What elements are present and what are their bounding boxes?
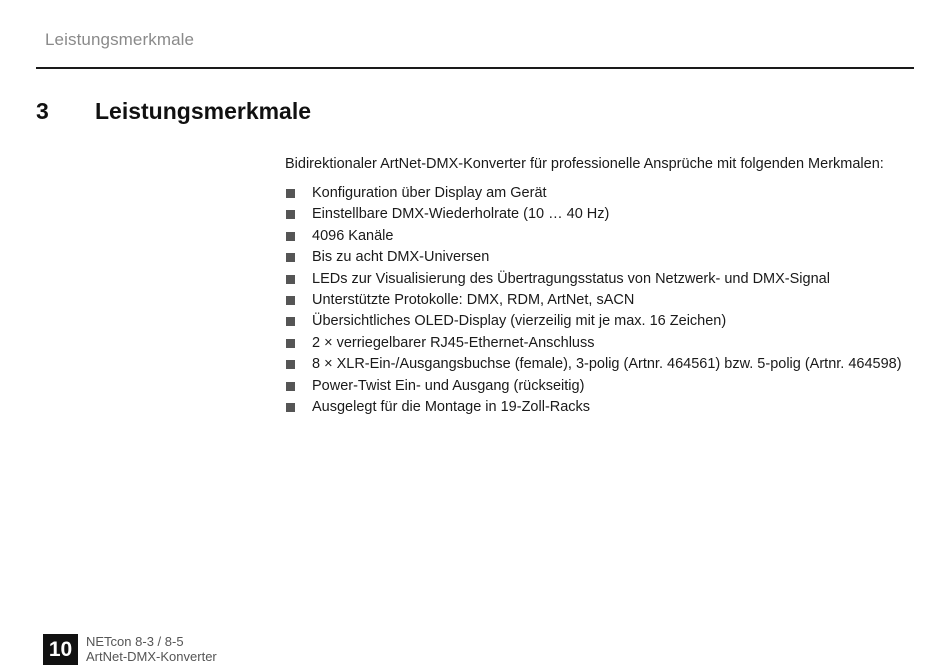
feature-item: [285, 204, 925, 225]
feature-item: [285, 290, 925, 311]
feature-text: 8 × XLR-Ein-/Ausgangsbuchse (female), 3-polig (Artnr. 464561) bzw. 5-polig (Artnr. 464598): [312, 356, 902, 373]
square-bullet-icon: [286, 403, 295, 412]
feature-list: [285, 183, 925, 418]
square-bullet-icon: [286, 296, 295, 305]
feature-text: 4096 Kanäle: [312, 227, 394, 244]
square-bullet-icon: [286, 253, 295, 262]
section-number: 3: [36, 98, 49, 124]
square-bullet-icon: [286, 360, 295, 369]
feature-text: Bis zu acht DMX-Universen: [312, 249, 490, 266]
feature-text: Konfiguration über Display am Gerät: [312, 185, 547, 201]
running-header: Leistungsmerkmale: [45, 30, 195, 49]
feature-text: Power-Twist Ein- und Ausgang (rückseitig): [312, 377, 585, 394]
square-bullet-icon: [286, 382, 295, 391]
square-bullet-icon: [286, 189, 295, 198]
footer-product-name: ArtNet-DMX-Konverter: [86, 649, 217, 664]
section-content: [285, 155, 925, 418]
feature-item: [285, 269, 925, 290]
feature-item: [285, 376, 925, 397]
header-rule: [36, 67, 914, 69]
square-bullet-icon: [286, 210, 295, 219]
square-bullet-icon: [286, 275, 295, 284]
feature-item: [285, 311, 925, 332]
feature-item: [285, 247, 925, 268]
feature-text: Einstellbare DMX-Wiederholrate (10 … 40 Hz): [312, 206, 610, 223]
section-title: Leistungsmerkmale: [95, 98, 312, 124]
square-bullet-icon: [286, 339, 295, 348]
square-bullet-icon: [286, 317, 295, 326]
square-bullet-icon: [286, 232, 295, 241]
feature-item: [285, 354, 925, 375]
feature-text: Übersichtliches OLED-Display (vierzeilig mit je max. 16 Zeichen): [312, 313, 727, 330]
page-number: 10: [43, 634, 78, 665]
feature-text: Unterstützte Protokolle: DMX, RDM, ArtNet, sACN: [312, 291, 635, 308]
intro-paragraph: Bidirektionaler ArtNet-DMX-Konverter für professionelle Ansprüche mit folgenden Merkmalen:: [285, 156, 884, 172]
footer-product-model: NETcon 8-3 / 8-5: [86, 634, 184, 649]
feature-item: [285, 397, 925, 418]
feature-item: [285, 333, 925, 354]
feature-text: LEDs zur Visualisierung des Übertragungsstatus von Netzwerk- und DMX-Signal: [312, 270, 830, 287]
feature-item: [285, 226, 925, 247]
feature-item: [285, 183, 925, 204]
feature-text: 2 × verriegelbarer RJ45-Ethernet-Anschluss: [312, 334, 595, 351]
feature-text: Ausgelegt für die Montage in 19-Zoll-Racks: [312, 398, 591, 415]
footer-product-info: [86, 634, 217, 664]
